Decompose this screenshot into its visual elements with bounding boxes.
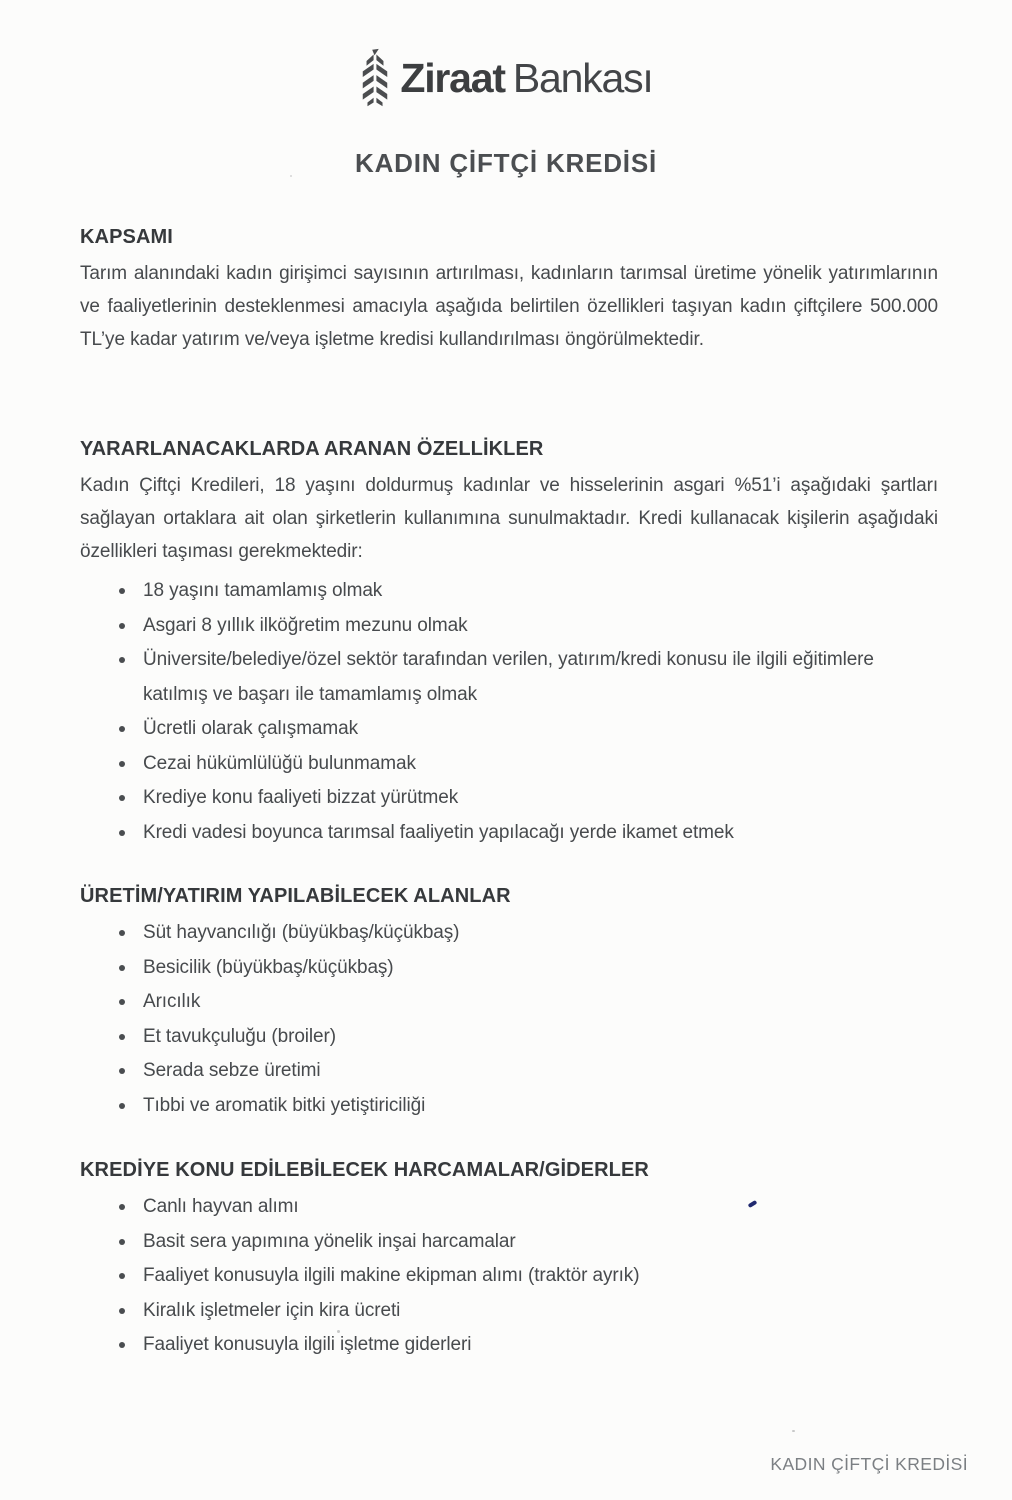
document-section [80,436,938,850]
scan-speck [337,1330,340,1333]
section-heading: KREDİYE KONU EDİLEBİLECEK HARCAMALAR/GİDERLER [80,1159,649,1181]
document-section [80,224,938,356]
document-section [80,1157,938,1363]
section-heading: YARARLANACAKLARDA ARANAN ÖZELLİKLER [80,438,544,460]
bullet-item: Et tavukçuluğu (broiler) [80,1020,938,1055]
footer-label: KADIN ÇİFTÇİ KREDİSİ [770,1454,968,1474]
bullet-item: Arıcılık [80,985,938,1020]
bullet-item: Basit sera yapımına yönelik inşai harcamalar [80,1225,938,1260]
section-paragraph: Tarım alanındaki kadın girişimci sayısının artırılması, kadınların tarımsal üretime yönelik yatırımlarının ve faaliyetlerinin desteklenmesi amacıyla aşağıda belirtilen özellikleri taşıyan kadın çiftçilere 500.000 TL’ye kadar yatırım ve/veya işletme kredisi kullandırılması öngörülmektedir. [80,263,938,350]
bullet-item: Kredi vadesi boyunca tarımsal faaliyetin yapılacağı yerde ikamet etmek [80,816,938,851]
brand-name-regular: Bankası [512,55,653,101]
scan-speck [792,1430,795,1432]
bullet-item: Besicilik (büyükbaş/küçükbaş) [80,951,938,986]
bullet-item: Cezai hükümlülüğü bulunmamak [80,747,938,782]
section-paragraph: Kadın Çiftçi Kredileri, 18 yaşını doldurmuş kadınlar ve hisselerinin asgari %51’i aşağıdaki şartları sağlayan ortaklara ait olan şirketlerin kullanımına sunulmaktadır. Kredi kullanacak kişilerin aşağıdaki özellikleri taşıması gerekmektedir: [80,475,938,562]
bullet-item: Asgari 8 yıllık ilköğretim mezunu olmak [80,609,938,644]
section-heading: ÜRETİM/YATIRIM YAPILABİLECEK ALANLAR [80,885,511,907]
document-section [80,883,938,1123]
bullet-item: Tıbbi ve aromatik bitki yetiştiriciliği [80,1089,938,1124]
bullet-list [80,574,938,850]
brand-wordmark [400,48,652,108]
document-title: KADIN ÇİFTÇİ KREDİSİ [355,148,657,178]
bullet-list [80,1190,938,1363]
bullet-item: Krediye konu faaliyeti bizzat yürütmek [80,781,938,816]
bullet-item: Üniversite/belediye/özel sektör tarafından verilen, yatırım/kredi konusu ile ilgili eğitimlere katılmış ve başarı ile tamamlamış olmak [80,643,938,712]
bullet-item: Faaliyet konusuyla ilgili makine ekipman alımı (traktör ayrık) [80,1259,938,1294]
bullet-list [80,916,938,1123]
wheat-icon [359,48,391,108]
bullet-item: Ücretli olarak çalışmamak [80,712,938,747]
bullet-item: Kiralık işletmeler için kira ücreti [80,1294,938,1329]
bullet-item: Süt hayvancılığı (büyükbaş/küçükbaş) [80,916,938,951]
bullet-item: Canlı hayvan alımı [80,1190,938,1225]
bullet-item: Faaliyet konusuyla ilgili işletme giderleri [80,1328,938,1363]
bullet-item: Serada sebze üretimi [80,1054,938,1089]
scan-speck [290,175,292,177]
bullet-item: 18 yaşını tamamlamış olmak [80,574,938,609]
section-heading: KAPSAMI [80,226,173,248]
brand-logo [0,48,1012,108]
brand-name-bold: Ziraat [400,55,505,101]
